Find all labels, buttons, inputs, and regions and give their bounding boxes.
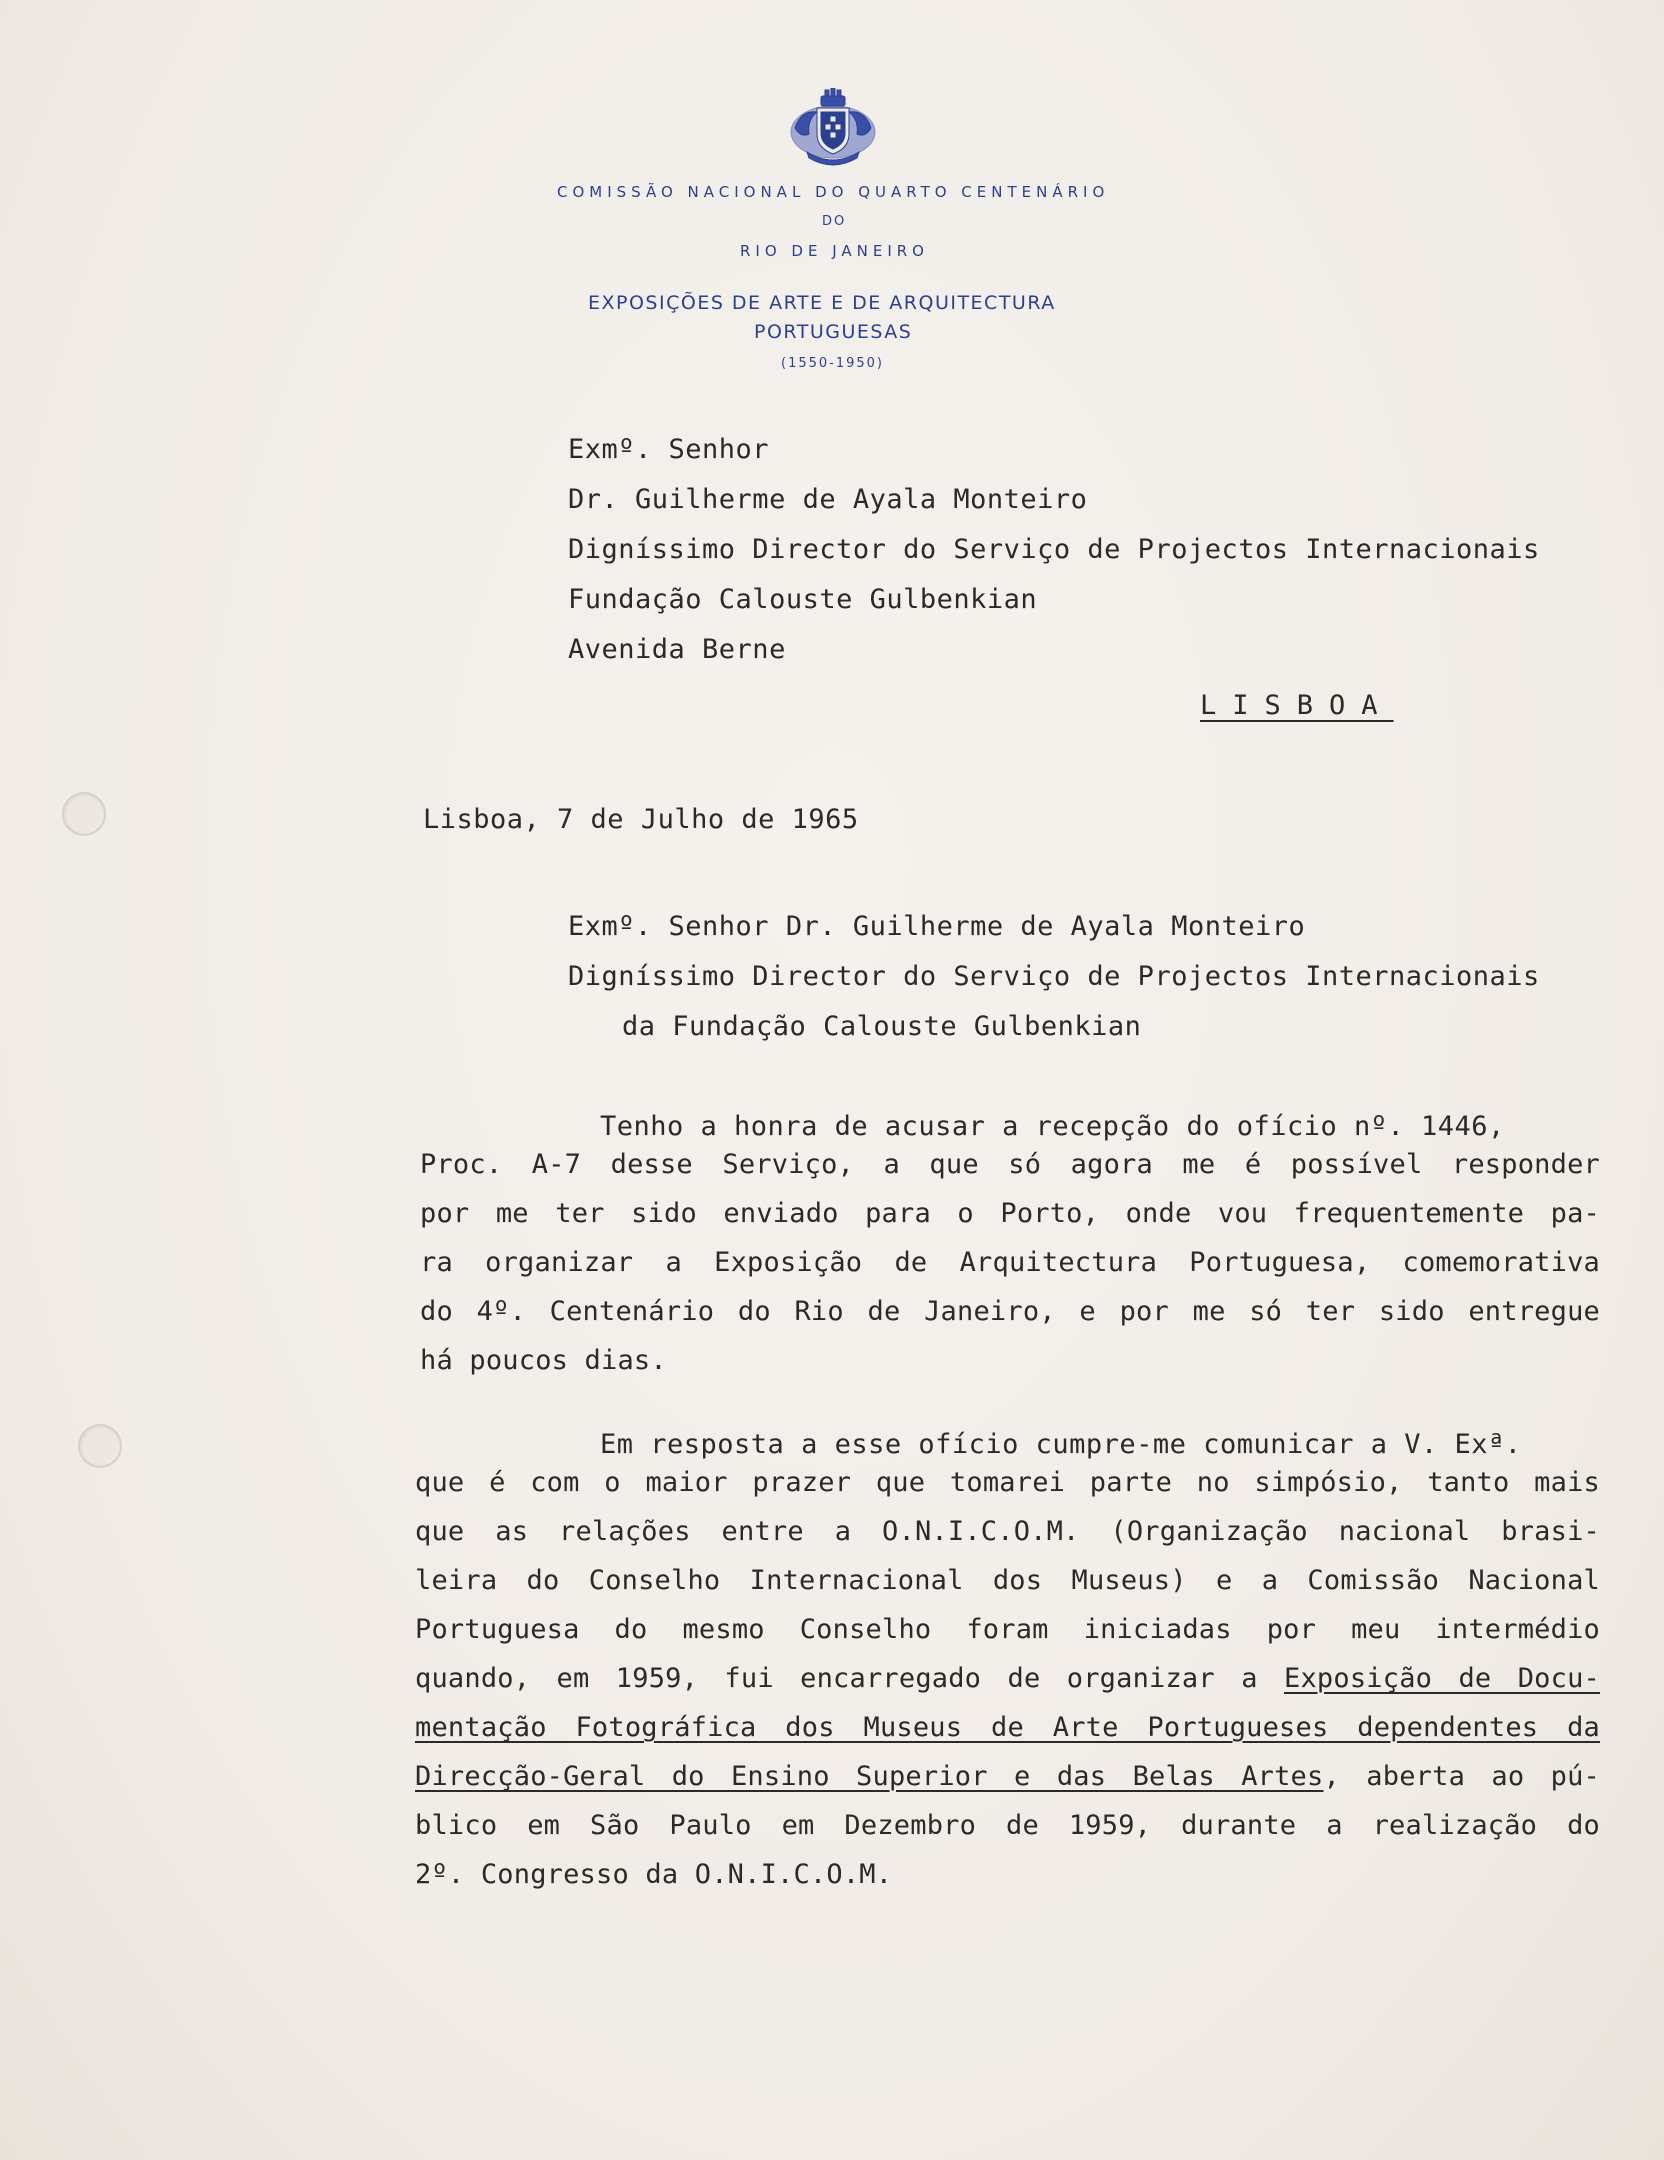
paragraph-2 (415, 1458, 1600, 1899)
letter-date: Lisboa, 7 de Julho de 1965 (423, 804, 859, 835)
paragraph-2-line-8-plain: , aberta ao pú- (1323, 1761, 1600, 1792)
letterhead-portuguesas: PORTUGUESAS (754, 321, 913, 343)
letterhead-years: (1550-1950) (781, 356, 885, 371)
paragraph-2-line (415, 1752, 1600, 1801)
letterhead-do: DO (822, 214, 847, 229)
paragraph-1 (420, 1140, 1600, 1385)
paragraph-1-line: do 4º. Centenário do Rio de Janeiro, e por me só ter sido entregue (420, 1296, 1600, 1327)
paragraph-2-line: blico em São Paulo em Dezembro de 1959, durante a realização do (415, 1810, 1600, 1841)
letterhead-committee-name: COMISSÃO NACIONAL DO QUARTO CENTENÁRIO (557, 183, 1110, 201)
paragraph-2-line: leira do Conselho Internacional dos Museus) e a Comissão Nacional (415, 1565, 1600, 1596)
paragraph-1-line-1: Tenho a honra de acusar a recepção do ofício nº. 1446, (600, 1111, 1505, 1142)
address-salutation: Exmº. Senhor (568, 434, 770, 465)
letterhead-city: RIO DE JANEIRO (740, 242, 929, 260)
paragraph-2-line-1: Em resposta a esse ofício cumpre-me comunicar a V. Exª. (600, 1429, 1522, 1460)
address-recipient-name: Dr. Guilherme de Ayala Monteiro (568, 484, 1088, 515)
paragraph-2-line: 2º. Congresso da O.N.I.C.O.M. (415, 1859, 893, 1890)
punch-hole (62, 792, 106, 836)
paragraph-1-line: por me ter sido enviado para o Porto, onde vou frequentemente pa- (420, 1198, 1600, 1229)
salutation-line-2: Digníssimo Director do Serviço de Projectos Internacionais (568, 961, 1540, 992)
paragraph-2-line-6-plain: quando, em 1959, fui encarregado de organizar a (415, 1663, 1258, 1694)
salutation-line-1: Exmº. Senhor Dr. Guilherme de Ayala Monteiro (568, 911, 1306, 942)
paragraph-2-line (415, 1654, 1600, 1703)
exhibition-title-part-1: Exposição de Docu- (1284, 1663, 1600, 1694)
salutation-line-3: da Fundação Calouste Gulbenkian (622, 1011, 1142, 1042)
paragraph-1-line: há poucos dias. (420, 1345, 667, 1376)
paragraph-2-line: que as relações entre a O.N.I.C.O.M. (Organização nacional brasi- (415, 1516, 1600, 1547)
punch-hole (78, 1424, 122, 1468)
address-street: Avenida Berne (568, 634, 786, 665)
address-city: LISBOA (1200, 690, 1394, 721)
paragraph-2-line: Portuguesa do mesmo Conselho foram iniciadas por meu intermédio (415, 1614, 1600, 1645)
letterhead-exhibitions: EXPOSIÇÕES DE ARTE E DE ARQUITECTURA (588, 292, 1056, 314)
exhibition-title-part-3: Direcção-Geral do Ensino Superior e das Belas Artes (415, 1761, 1324, 1792)
coat-of-arms-icon (787, 88, 879, 166)
exhibition-title-part-2: mentação Fotográfica dos Museus de Arte Portugueses dependentes da (415, 1712, 1600, 1743)
address-organization: Fundação Calouste Gulbenkian (568, 584, 1038, 615)
paragraph-2-line (415, 1703, 1600, 1752)
paragraph-2-line: que é com o maior prazer que tomarei parte no simpósio, tanto mais (415, 1467, 1600, 1498)
address-recipient-title: Digníssimo Director do Serviço de Projectos Internacionais (568, 534, 1540, 565)
paragraph-1-line: Proc. A-7 desse Serviço, a que só agora me é possível responder (420, 1149, 1600, 1180)
paragraph-1-line: ra organizar a Exposição de Arquitectura Portuguesa, comemorativa (420, 1247, 1600, 1278)
